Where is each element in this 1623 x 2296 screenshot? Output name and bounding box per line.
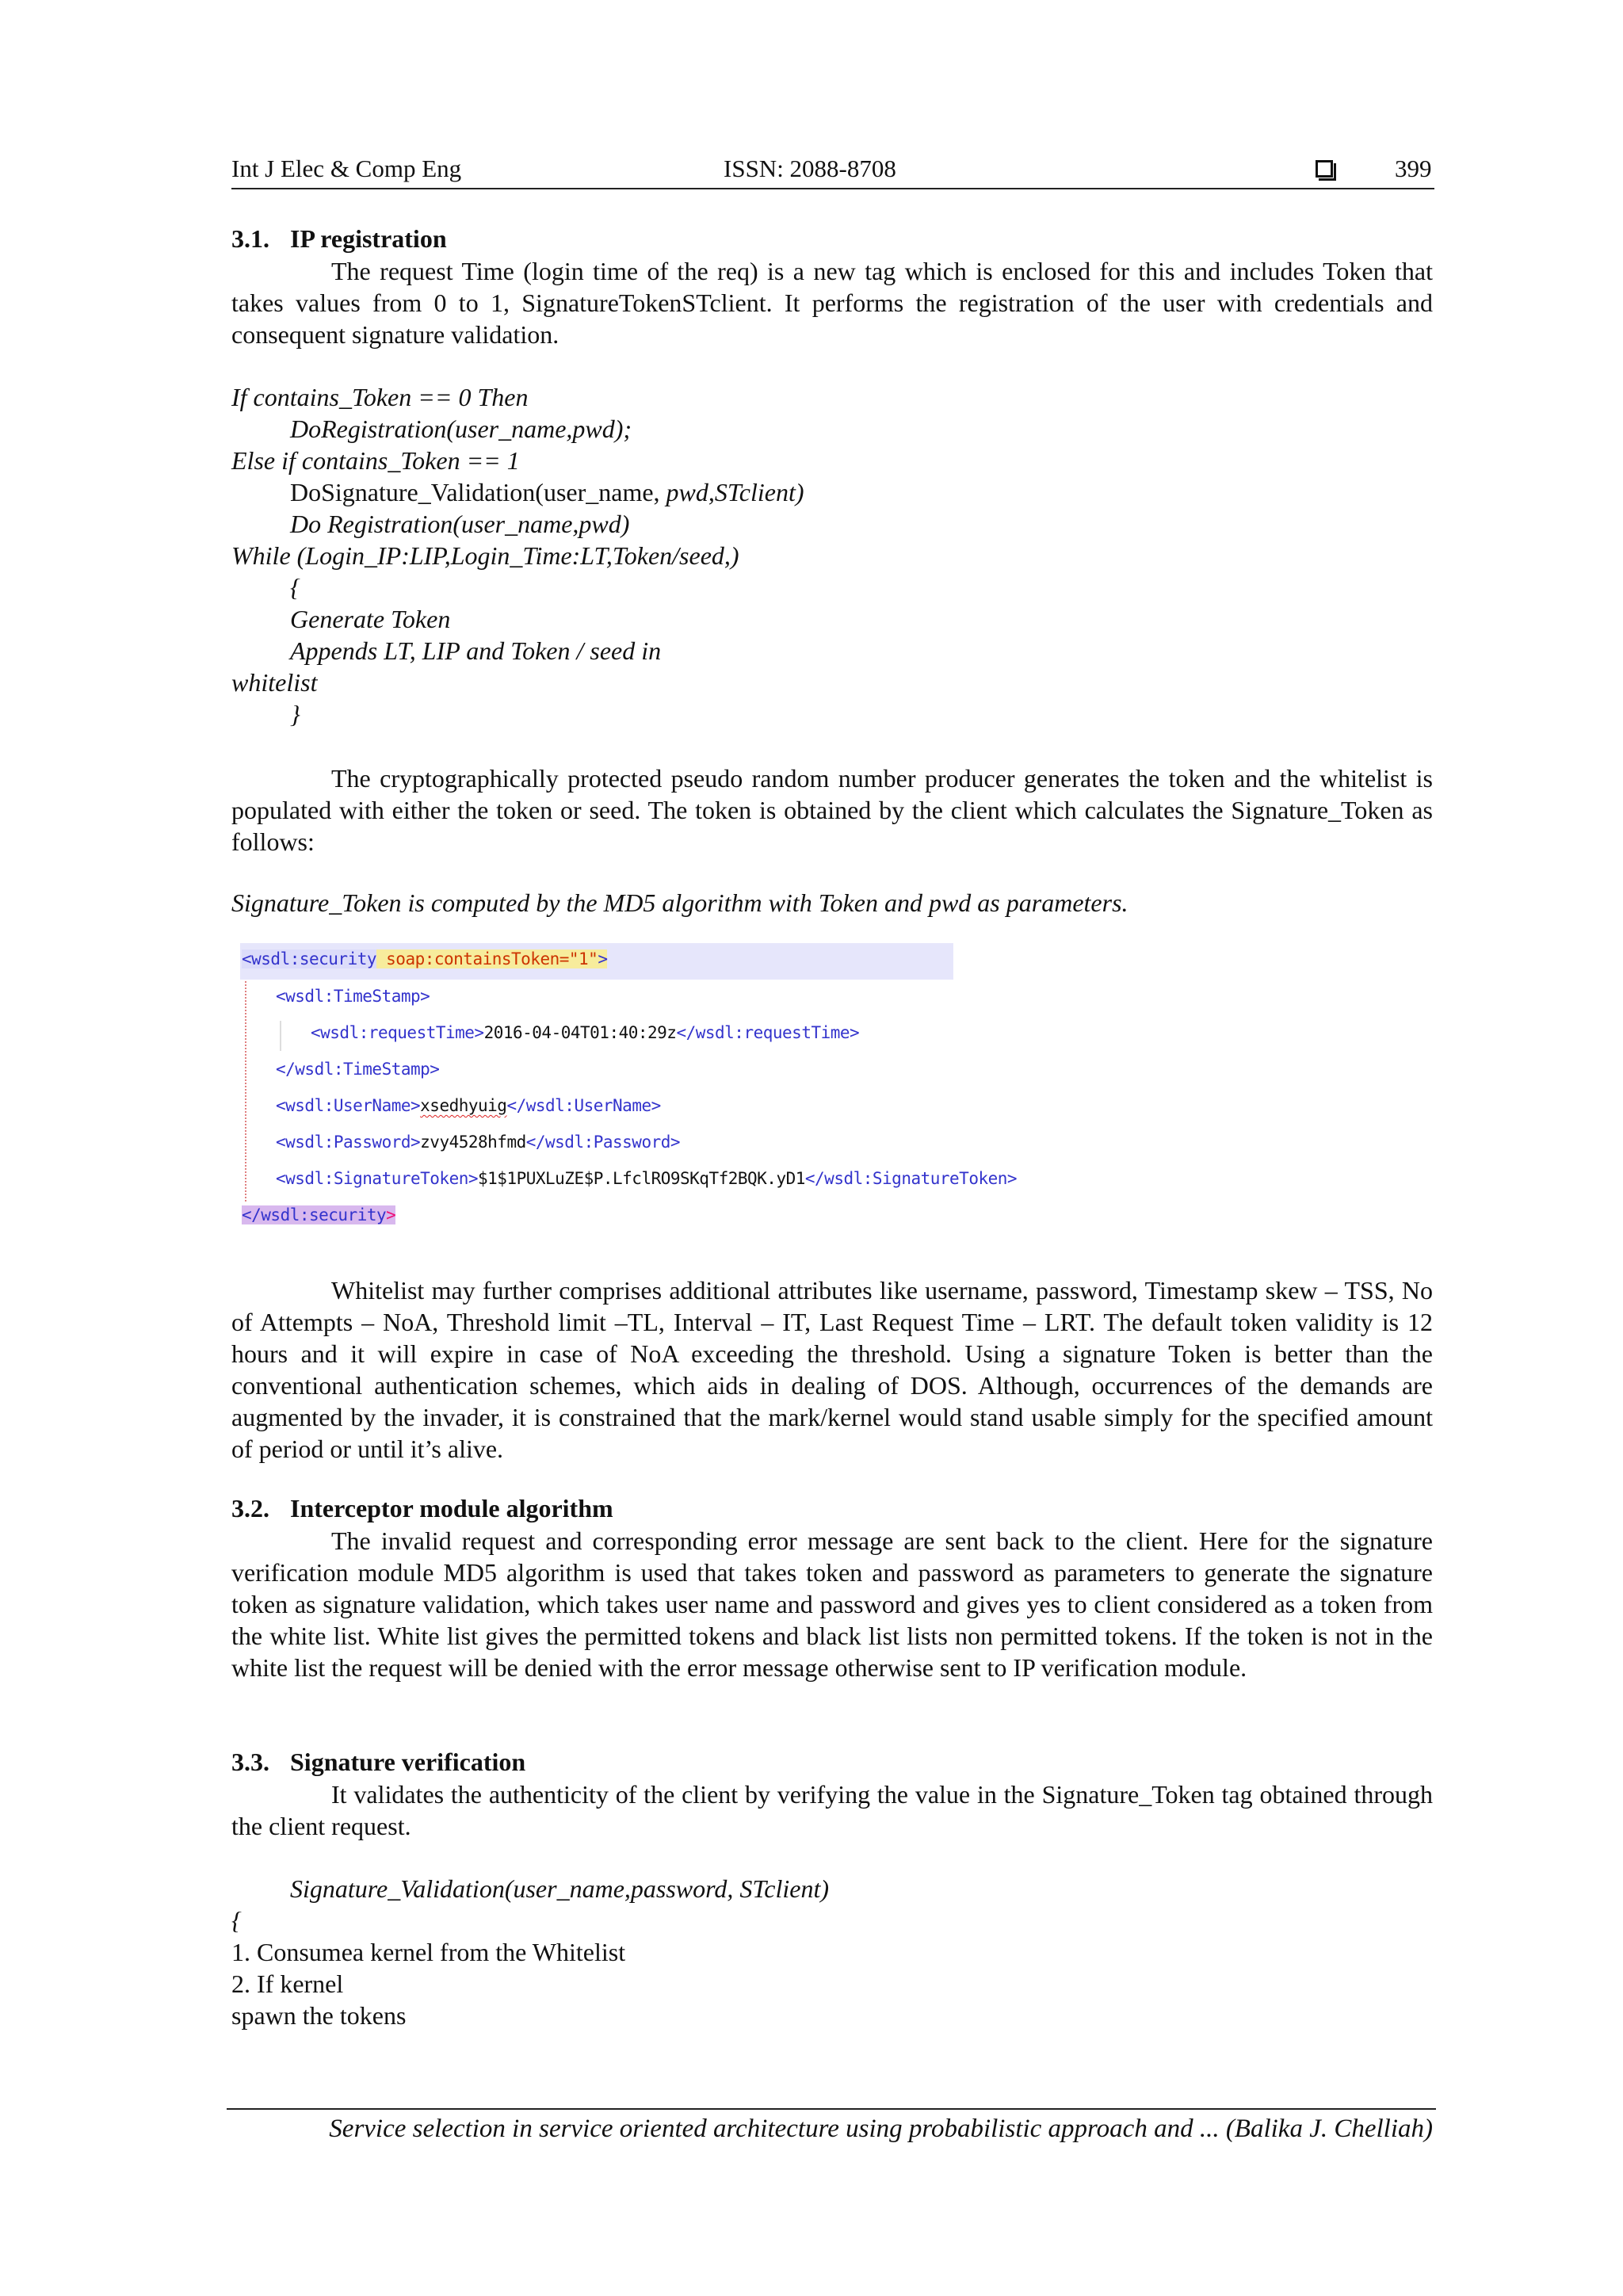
algo1-line-2: DoRegistration(user_name,pwd);	[290, 415, 632, 443]
algo2-line-1: Signature_Validation(user_name,password, STclient)	[290, 1874, 829, 1903]
paragraph-text: Whitelist may further comprises additional attributes like username, password, Timestamp skew – TSS, No of Attempts – NoA, Threshold limit –TL, Interval – IT, Last Request Time – LRT. The default token validity is 12 hours and it will expire in case of NoA exceeding the threshold. Using a signature Token is better than the conventional authentication schemes, which aids in dealing of DOS. Although, occurrences of the demands are augmented by the invader, it is constrained that the mark/kernel would stand usable simply for the specified amount of period or until it’s alive.	[231, 1276, 1433, 1463]
page-number: 399	[1395, 155, 1432, 182]
paragraph-text: The request Time (login time of the req) is a new tag which is enclosed for this and includes Token that takes values from 0 to 1, SignatureTokenSTclient. It performs the registration of the user with credentials and consequent signature validation.	[231, 257, 1433, 349]
code-tag: </wsdl:Password>	[525, 1133, 681, 1152]
code-tag: </wsdl:UserName>	[506, 1096, 661, 1115]
algo1-line-8: Generate Token	[290, 605, 451, 633]
running-footer: Service selection in service oriented architecture using probabilistic approach and ... (Balika J. Chelliah)	[329, 2115, 1433, 2143]
section-heading-3-1	[231, 224, 447, 254]
section-number: 3.1.	[231, 224, 269, 253]
code-line-2	[276, 987, 430, 1006]
code-tag: <wsdl:UserName>	[276, 1096, 421, 1115]
code-line-1	[242, 949, 607, 968]
code-tag: </wsdl:requestTime>	[676, 1023, 860, 1042]
code-tag: <wsdl:security	[242, 949, 377, 968]
paragraph-text: The invalid request and corresponding error message are sent back to the client. Here for the signature verification module MD5 algorithm is used that takes token and password as parameters to generate the signature token as signature validation, which takes user name and password and gives yes to client considered as a token from the white list. White list gives the permitted tokens and black list lists non permitted tokens. If the token is not in the white list the request will be denied with the error message otherwise sent to IP verification module.	[231, 1526, 1433, 1682]
code-tag: </wsdl:SignatureToken>	[804, 1169, 1018, 1188]
code-tag: <wsdl:Password>	[276, 1133, 421, 1152]
code-tag: >	[598, 949, 608, 968]
section-number: 3.2.	[231, 1494, 269, 1522]
indent-guide	[280, 1021, 281, 1051]
algo1-line-3: Else if contains_Token == 1	[231, 446, 520, 475]
algo1-line-10: whitelist	[231, 668, 318, 697]
journal-name: Int J Elec & Comp Eng	[231, 155, 462, 182]
algo1-line-7: {	[290, 573, 300, 602]
paragraph-signature-verification	[231, 1778, 1433, 1842]
algo1-line-9: Appends LT, LIP and Token / seed in	[290, 636, 662, 665]
algo2-line-4: 2. If kernel	[231, 1969, 344, 1998]
code-tag: <wsdl:SignatureToken>	[276, 1169, 479, 1188]
code-value: 2016-04-04T01:40:29z	[483, 1023, 677, 1042]
section-title: IP registration	[290, 224, 447, 253]
section-title: Signature verification	[290, 1748, 526, 1776]
algo2-line-2: {	[231, 1906, 242, 1935]
square-box-icon	[1316, 160, 1333, 178]
algo1-line-1: If contains_Token == 0 Then	[231, 383, 529, 411]
section-heading-3-3	[231, 1748, 525, 1777]
algo1-line-11: }	[290, 700, 300, 728]
algo2-line-5: spawn the tokens	[231, 2001, 407, 2030]
code-tag: >	[386, 1205, 396, 1224]
paragraph-whitelist	[231, 1274, 1433, 1465]
paragraph-text: The cryptographically protected pseudo random number producer generates the token and the whitelist is populated with either the token or seed. The token is obtained by the client which calculates the Signature_Token as follows:	[231, 764, 1433, 856]
code-tag: <wsdl:requestTime>	[311, 1023, 484, 1042]
code-value: zvy4528hfmd	[420, 1133, 526, 1152]
algo1-line-4	[290, 478, 804, 507]
code-tag: </wsdl:TimeStamp>	[276, 1060, 440, 1079]
paragraph-token	[231, 762, 1433, 858]
issn: ISSN: 2088-8708	[724, 155, 896, 182]
paragraph-ip-registration	[231, 255, 1433, 350]
indent-guide	[245, 981, 246, 1201]
footer-rule	[227, 2108, 1436, 2110]
section-heading-3-2	[231, 1494, 613, 1523]
algo2-line-3: 1. Consumea kernel from the Whitelist	[231, 1938, 626, 1966]
section-number: 3.3.	[231, 1748, 269, 1776]
algo1-line-6: While (Login_IP:LIP,Login_Time:LT,Token/seed,)	[231, 541, 739, 570]
section-title: Interceptor module algorithm	[290, 1494, 613, 1522]
code-tag: </wsdl:security	[242, 1205, 387, 1224]
header-rule	[231, 188, 1434, 189]
signature-statement: Signature_Token is computed by the MD5 algorithm with Token and pwd as parameters.	[231, 888, 1128, 917]
algo1-line-4-plain: DoSignature_Validation(user_name,	[290, 478, 666, 506]
code-line-8	[242, 1205, 395, 1224]
code-line-4	[276, 1060, 439, 1079]
code-value: xsedhyuig	[420, 1096, 507, 1115]
paragraph-interceptor	[231, 1525, 1433, 1683]
code-line-7	[276, 1169, 1017, 1188]
code-line-6	[276, 1133, 680, 1152]
code-line-3	[311, 1023, 859, 1042]
paragraph-text: It validates the authenticity of the client by verifying the value in the Signature_Token tag obtained through the client request.	[231, 1780, 1433, 1840]
code-attribute: soap:containsToken="1"	[376, 949, 598, 968]
code-value: $1$1PUXLuZE$P.LfclRO9SKqTf2BQK.yD1	[478, 1169, 805, 1188]
xml-code-figure	[232, 943, 1018, 1244]
algo1-line-5: Do Registration(user_name,pwd)	[290, 510, 630, 538]
code-tag: <wsdl:TimeStamp>	[276, 987, 430, 1006]
algo1-line-4-italic: pwd,STclient)	[666, 478, 804, 506]
code-line-5	[276, 1096, 661, 1115]
